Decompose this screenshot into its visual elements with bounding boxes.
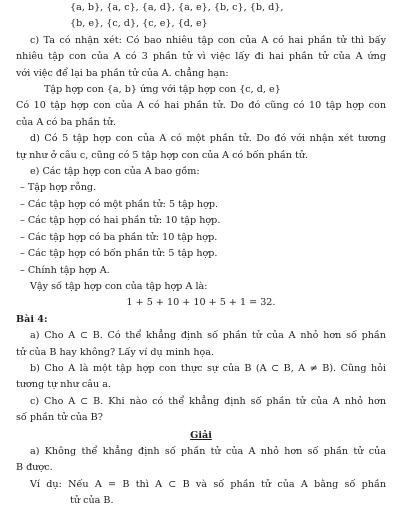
text-line: d) Có 5 tập hợp con của A có một phần tử. Do đó với nhận xét tương <box>30 133 386 145</box>
text-line: {a, b}, {a, c}, {a, d}, {a, e}, {b, c}, {b, d}, <box>70 2 284 13</box>
text-line: Vậy số tập hợp con của tập hợp A là: <box>30 280 208 292</box>
text-line: – Các tập hợp có một phần tử: 5 tập hợp. <box>20 198 219 210</box>
text-line: với việc để lại ba phần tử của A. chẳng hạn: <box>16 67 229 79</box>
text-line: tương tự như câu a. <box>16 379 111 391</box>
text-line: e) Các tập hợp con của A bao gồm: <box>30 166 200 178</box>
text-line: Có 10 tập hợp con của A có hai phần tử. Do đó cũng có 10 tập hợp con <box>16 100 386 112</box>
text-line: tự như ở câu c, cũng có 5 tập hợp con của A có bốn phần tử. <box>16 149 309 161</box>
text-line: c) Ta có nhận xét: Có bao nhiêu tập con của A có hai phần tử thì bấy <box>30 34 386 46</box>
text-line: 1 + 5 + 10 + 10 + 5 + 1 = 32. <box>126 297 276 309</box>
exercise-4-questions <box>16 328 386 426</box>
text-line: – Chính tập hợp A. <box>20 264 110 276</box>
text-line: {b, e}, {c, d}, {c, e}, {d, e} <box>70 18 208 30</box>
text-line: của A có ba phần tử. <box>16 116 116 128</box>
text-line: – Tập hợp rỗng. <box>20 182 97 194</box>
text-line: b) Cho A là một tập hợp con thực sự của B (A ⊂ B, A ≠ B). Cũng hỏi <box>30 362 386 374</box>
exercise-4-solution <box>16 444 386 510</box>
text-line: tử của B. <box>70 495 114 507</box>
text-line: – Các tập hợp có bốn phần tử: 5 tập hợp. <box>20 248 218 260</box>
text-line: tử của B hay không? Lấy ví dụ minh họa. <box>16 346 215 358</box>
text-line: B được. <box>16 462 53 474</box>
text-line: a) Không thể khẳng định số phần tử của A nhỏ hơn số phần tử của <box>30 445 386 457</box>
text-line: – Các tập hợp có ba phần tử: 10 tập hợp. <box>20 231 218 243</box>
text-line: – Các tập hợp có hai phần tử: 10 tập hợp. <box>20 215 221 227</box>
solution-continuation <box>16 0 386 312</box>
text-line: nhiêu tập con của A có 3 phần tử vì việc lấy đi hai phần tử của A ứng <box>16 51 386 63</box>
text-line: Ví dụ: Nếu A = B thì A ⊂ B và số phần tử của A bằng số phần <box>30 478 386 490</box>
text-line: số phần tử của B? <box>16 412 103 424</box>
text-line: a) Cho A ⊂ B. Có thể khẳng định số phần tử của A nhỏ hơn số phần <box>30 330 386 342</box>
text-line: Tập hợp con {a, b} ứng với tập hợp con {c, d, e} <box>44 84 281 96</box>
solution-heading: Giải <box>190 429 212 441</box>
exercise-4-label: Bài 4: <box>16 313 48 325</box>
text-line: c) Cho A ⊂ B. Khi nào có thể khẳng định số phần tử của A nhỏ hơn <box>30 395 386 407</box>
